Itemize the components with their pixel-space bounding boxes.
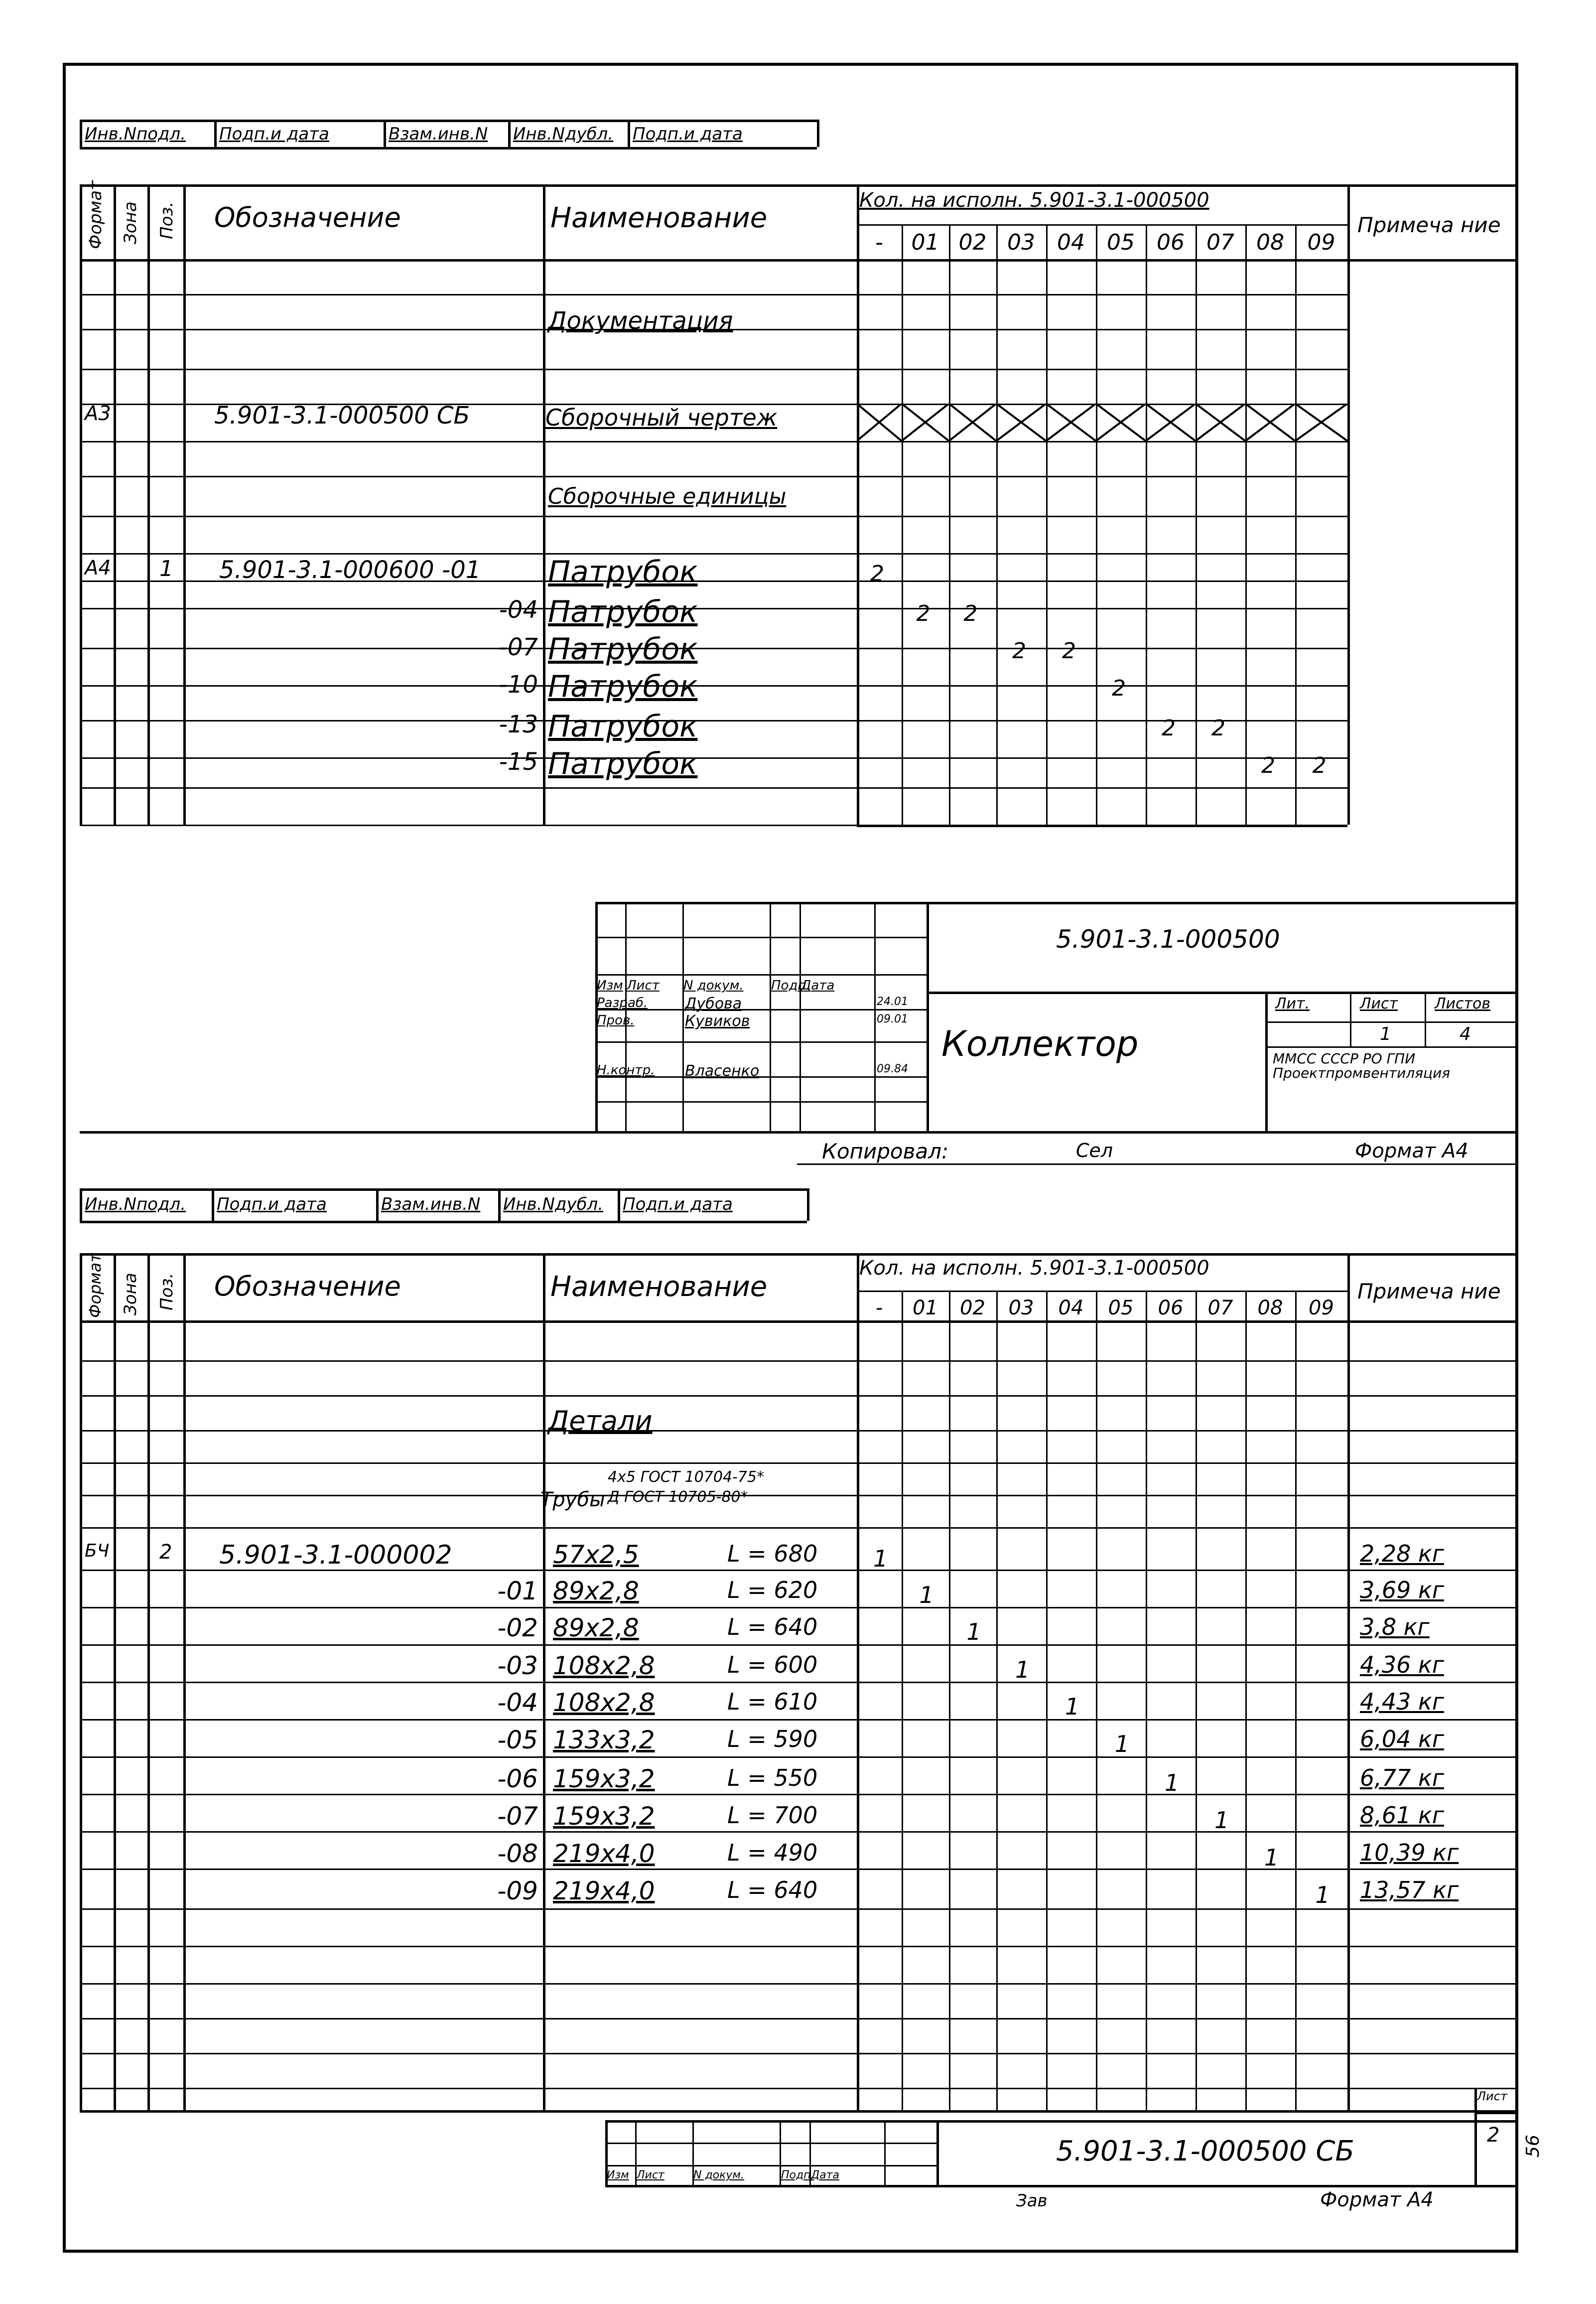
page-stamp: 56 — [1523, 2135, 1543, 2158]
header-qty-column: 05 — [1108, 1296, 1134, 1319]
header-note: Примеча ние — [1357, 1279, 1501, 1303]
header-qty-column: 07 — [1207, 1296, 1233, 1319]
titleblock-row — [595, 937, 927, 938]
table-row-rule — [80, 553, 1347, 555]
qty-column-rule — [902, 1291, 903, 2110]
archive-strip-label: Подп.и дата — [623, 1194, 733, 1214]
header-qty-column: 06 — [1157, 230, 1185, 255]
titleblock-row — [595, 1041, 927, 1043]
detail-weight: 8,61 кг — [1360, 1802, 1444, 1829]
qty-value: 2 — [916, 601, 931, 626]
archive-strip-label: Подп.и дата — [633, 124, 743, 144]
titleblock-col — [1265, 992, 1268, 1131]
header-qty-column: 07 — [1206, 230, 1234, 255]
titleblock-mid-rule — [927, 992, 1518, 994]
archive-strip-label: Подп.и дата — [219, 124, 329, 144]
titleblock-title: Коллектор — [941, 1023, 1139, 1064]
qty-column-rule — [1146, 224, 1147, 825]
qty-column-rule — [1046, 224, 1048, 825]
table-bottom-rule — [857, 825, 1347, 827]
qty-subheader-rule — [857, 224, 1347, 226]
qty-column-rule — [1096, 224, 1097, 825]
table-top-rule — [80, 184, 1518, 187]
titleblock-bottom — [80, 1131, 1518, 1134]
qty-value: 1 — [1214, 1807, 1229, 1834]
detail-length: L = 610 — [727, 1688, 818, 1715]
detail-length: L = 640 — [727, 1613, 818, 1640]
assembly-designation: -07 — [499, 633, 538, 661]
doc-row-designation: 5.901-3.1-000500 СБ — [214, 402, 470, 430]
qty-column-rule — [949, 224, 950, 825]
table-row-rule — [80, 2053, 1518, 2054]
detail-length: L = 600 — [727, 1651, 818, 1678]
qty-column-rule — [996, 224, 998, 825]
header-bottom-rule — [80, 1320, 1518, 1323]
archive-strip-bottom — [80, 1221, 807, 1223]
header-qty-column: 02 — [960, 1296, 985, 1319]
archive-strip-divider — [80, 120, 82, 147]
header-qty-column: 04 — [1058, 1296, 1084, 1319]
detail-designation: -05 — [497, 1726, 538, 1754]
table-row-rule — [80, 1756, 1518, 1758]
detail-weight: 13,57 кг — [1360, 1876, 1459, 1903]
header-qty-column: 08 — [1257, 1296, 1283, 1319]
assembly-designation: -10 — [499, 671, 538, 699]
titleblock-col-header: N докум. — [693, 2169, 745, 2181]
table-row-rule — [80, 1395, 1518, 1397]
table-row-rule — [80, 476, 1347, 477]
detail-size: 89х2,8 — [553, 1613, 639, 1642]
qty-column-rule — [902, 224, 903, 825]
header-zone: Зона — [121, 201, 140, 244]
table-row-rule — [80, 720, 1347, 721]
header-qty-column: 06 — [1158, 1296, 1184, 1319]
detail-designation: -01 — [497, 1577, 538, 1605]
table-row-rule — [80, 1495, 1518, 1496]
titleblock-top — [595, 902, 1518, 904]
table-row-rule — [80, 1607, 1518, 1608]
detail-weight: 6,77 кг — [1360, 1764, 1444, 1791]
table-row-rule — [80, 1644, 1518, 1646]
qty-value: 2 — [1261, 753, 1275, 778]
table-row-rule — [80, 1360, 1518, 1362]
table-row-rule — [80, 2088, 1518, 2089]
pipes-standard-2: Д ГОСТ 10705-80* — [608, 1488, 748, 1506]
outer-frame — [63, 63, 1518, 2253]
doc-row-format: А3 — [85, 402, 111, 425]
detail-weight: 6,04 кг — [1360, 1726, 1444, 1752]
sheets-value: 4 — [1460, 1024, 1471, 1044]
header-name: Наименование — [550, 202, 768, 234]
assembly-name: Патрубок — [548, 555, 698, 589]
titleblock-col — [682, 902, 684, 1131]
table-row-rule — [80, 1908, 1518, 1910]
qty-value: 2 — [963, 601, 978, 626]
qty-value: 1 — [1165, 1769, 1180, 1796]
lit-label: Лит. — [1275, 995, 1310, 1012]
titleblock-col-header: Лист — [637, 2169, 665, 2181]
qty-column-rule — [1196, 1291, 1197, 2110]
table-row-rule — [80, 1682, 1518, 1683]
detail-size: 159х3,2 — [553, 1802, 655, 1831]
detail-size: 108х2,8 — [553, 1688, 655, 1717]
detail-length: L = 550 — [727, 1764, 818, 1791]
header-format: Формат — [86, 1253, 105, 1318]
staff-role: Разраб. — [597, 996, 648, 1010]
qty-value: 1 — [1115, 1730, 1130, 1757]
qty-column-rule — [1295, 1291, 1297, 2110]
detail-weight: 10,39 кг — [1360, 1839, 1459, 1866]
titleblock-row — [595, 974, 927, 976]
assembly-name: Патрубок — [548, 594, 698, 629]
pipes-label: Трубы — [540, 1488, 605, 1511]
staff-date: 24.01 — [877, 996, 908, 1008]
header-qty-column: 08 — [1256, 230, 1284, 255]
table-row-rule — [80, 1430, 1518, 1432]
header-bottom-rule — [80, 259, 1518, 262]
qty-value: 2 — [1012, 638, 1026, 664]
archive-strip-label: Инв.Nподл. — [85, 1194, 186, 1214]
header-qty-column: 02 — [958, 230, 987, 255]
sheet-value: 1 — [1380, 1024, 1391, 1044]
header-name: Наименование — [550, 1271, 768, 1303]
staff-name: Дубова — [685, 995, 742, 1012]
header-qty-column: - — [875, 1296, 883, 1319]
detail-length: L = 680 — [727, 1540, 818, 1567]
detail-weight: 3,8 кг — [1360, 1613, 1430, 1640]
copied-signature: Сел — [1076, 1140, 1113, 1161]
header-qty-column: 03 — [1008, 1296, 1034, 1319]
titleblock-row — [605, 2143, 936, 2144]
table-row-rule — [80, 1869, 1518, 1870]
header-qty-column: - — [875, 230, 883, 255]
table-row-rule — [80, 294, 1347, 295]
detail-designation: -07 — [497, 1802, 538, 1831]
staff-name: Кувиков — [685, 1012, 750, 1030]
staff-role: Н.контр. — [597, 1063, 655, 1078]
copied-label: Копировал: — [822, 1139, 949, 1163]
qty-value: 1 — [1264, 1844, 1279, 1871]
titleblock-doc-number: 5.901-3.1-000500 СБ — [1056, 2135, 1354, 2167]
table-row-rule — [80, 1946, 1518, 1947]
detail-length: L = 640 — [727, 1876, 818, 1903]
titleblock-col-header: Лист — [627, 978, 660, 993]
table-top-rule — [80, 1253, 1518, 1256]
staff-name: Власенко — [685, 1062, 760, 1080]
table-row-rule — [80, 1831, 1518, 1833]
table-row-rule — [80, 369, 1347, 370]
titleblock-row — [605, 2165, 936, 2166]
assembly-name: Патрубок — [548, 669, 698, 704]
archive-strip-label: Инв.Nподл. — [85, 124, 186, 144]
assembly-designation: -13 — [499, 711, 538, 738]
qty-value: 1 — [1065, 1693, 1080, 1720]
archive-strip-label: Инв.Nдубл. — [513, 124, 614, 144]
detail-size: 108х2,8 — [553, 1651, 655, 1680]
titleblock-col — [1350, 992, 1351, 1046]
assembly-designation: 5.901-3.1-000600 -01 — [219, 556, 481, 584]
archive-strip-divider — [80, 1188, 82, 1221]
archive-strip-divider — [498, 1188, 501, 1221]
titleblock-col-header: N докум. — [683, 978, 744, 993]
column-rule — [543, 184, 545, 825]
sheet-label: Лист — [1360, 995, 1398, 1012]
table-row-rule — [80, 608, 1347, 609]
detail-size: 159х3,2 — [553, 1764, 655, 1793]
not-applicable-crosses — [857, 404, 1347, 441]
assembly-name: Патрубок — [548, 709, 698, 744]
detail-size: 219х4,0 — [553, 1839, 655, 1868]
archive-strip-label: Инв.Nдубл. — [503, 1194, 604, 1214]
titleblock-divider — [927, 902, 929, 1131]
qty-column-rule — [1046, 1291, 1048, 2110]
header-qty-column: 09 — [1309, 1296, 1334, 1319]
staff-date: 09.01 — [877, 1013, 908, 1025]
sheet-value: 2 — [1487, 2124, 1500, 2147]
qty-column-rule — [1096, 1291, 1097, 2110]
format-label: Формат А4 — [1355, 1140, 1468, 1162]
table-row-rule — [80, 1527, 1518, 1529]
titleblock-row — [1265, 1046, 1518, 1048]
section-assemblies: Сборочные единицы — [548, 484, 787, 509]
header-qty-column: 03 — [1007, 230, 1035, 255]
assembly-pos: 1 — [159, 556, 173, 581]
qty-subheader-rule — [857, 1291, 1347, 1292]
table-row-rule — [80, 441, 1347, 442]
titleblock-col — [874, 902, 876, 1131]
archive-strip-divider — [376, 1188, 379, 1221]
pipes-standard-1: 4х5 ГОСТ 10704-75* — [608, 1468, 765, 1486]
detail-weight: 3,69 кг — [1360, 1577, 1444, 1603]
table-row-rule — [80, 1794, 1518, 1795]
detail-format: БЧ — [85, 1541, 110, 1561]
section-documentation: Документация — [548, 307, 733, 335]
column-rule — [857, 184, 859, 825]
titleblock-row — [1265, 1021, 1518, 1023]
archive-strip-bottom — [80, 147, 817, 149]
column-rule — [80, 184, 82, 825]
header-qty-column: 01 — [911, 230, 939, 255]
table-row-rule — [80, 1719, 1518, 1721]
qty-value: 1 — [1015, 1656, 1030, 1683]
detail-length: L = 700 — [727, 1802, 818, 1829]
detail-size: 133х3,2 — [553, 1726, 655, 1754]
qty-value: 2 — [1112, 676, 1126, 701]
titleblock-col-header: Подп. — [781, 2169, 814, 2181]
format-label: Формат А4 — [1320, 2188, 1434, 2211]
header-qty-column: 05 — [1107, 230, 1135, 255]
titleblock-bottom — [605, 2185, 1518, 2187]
assembly-name: Патрубок — [548, 746, 698, 781]
table-row-rule — [80, 685, 1347, 687]
titleblock-col — [770, 902, 771, 1131]
titleblock-col — [884, 2120, 886, 2185]
header-qty-column: 09 — [1307, 230, 1335, 255]
qty-column-rule — [1295, 224, 1297, 825]
qty-column-rule — [1245, 224, 1247, 825]
detail-designation: -06 — [497, 1764, 538, 1793]
detail-size: 219х4,0 — [553, 1876, 655, 1905]
qty-column-rule — [949, 1291, 950, 2110]
archive-strip-divider — [807, 1188, 809, 1221]
detail-designation: -04 — [497, 1688, 538, 1717]
column-rule — [1347, 184, 1350, 825]
qty-value: 2 — [1312, 753, 1327, 778]
detail-size: 57х2,5 — [553, 1540, 639, 1569]
detail-designation: 5.901-3.1-000002 — [219, 1540, 452, 1570]
qty-value: 2 — [870, 561, 884, 586]
qty-value: 2 — [1211, 716, 1225, 741]
detail-weight: 4,36 кг — [1360, 1651, 1444, 1678]
titleblock-col — [1425, 992, 1426, 1046]
section-details: Детали — [548, 1405, 653, 1437]
qty-value: 1 — [919, 1582, 934, 1608]
header-pos: Поз. — [157, 201, 177, 239]
detail-weight: 4,43 кг — [1360, 1688, 1444, 1715]
column-rule — [183, 184, 186, 825]
qty-column-rule — [1196, 224, 1197, 825]
titleblock-col-header: Изм — [607, 2169, 629, 2181]
header-qty-title: Кол. на исполн. 5.901-3.1-000500 — [859, 1257, 1209, 1280]
titleblock-row — [1474, 2113, 1518, 2114]
archive-strip-top — [80, 1188, 807, 1191]
detail-designation: -08 — [497, 1839, 538, 1868]
detail-pos: 2 — [159, 1541, 172, 1564]
detail-length: L = 490 — [727, 1839, 818, 1866]
doc-row-name: Сборочный чертеж — [545, 404, 778, 431]
sheets-label: Листов — [1435, 995, 1491, 1012]
column-rule — [114, 184, 116, 825]
header-note: Примеча ние — [1357, 213, 1501, 237]
table-row-rule — [80, 648, 1347, 649]
assembly-designation: -04 — [499, 596, 538, 624]
header-qty-column: 04 — [1057, 230, 1085, 255]
header-qty-title: Кол. на исполн. 5.901-3.1-000500 — [859, 189, 1209, 212]
header-qty-column: 01 — [913, 1296, 938, 1319]
archive-strip-divider — [618, 1188, 620, 1221]
header-pos: Поз. — [157, 1273, 177, 1310]
detail-weight: 2,28 кг — [1360, 1540, 1444, 1567]
staff-role: Пров. — [597, 1013, 635, 1028]
assembly-designation: -15 — [499, 748, 538, 776]
archive-strip-top — [80, 120, 817, 122]
staff-date: 09.84 — [877, 1063, 908, 1075]
table-row-rule — [80, 1983, 1518, 1985]
titleblock-col — [799, 902, 801, 1131]
assembly-format: А4 — [85, 557, 111, 579]
archive-strip-divider — [214, 120, 217, 147]
titleblock-org: ММСС СССР РО ГПИ Проектпромвентиляция — [1273, 1050, 1451, 1082]
archive-strip-divider — [628, 120, 630, 147]
qty-value: 2 — [1162, 716, 1176, 741]
table-row-rule — [80, 516, 1347, 517]
qty-value: 1 — [873, 1545, 888, 1572]
detail-designation: -03 — [497, 1651, 538, 1680]
archive-strip-divider — [212, 1188, 214, 1221]
table-row-rule — [80, 1462, 1518, 1464]
header-designation: Обозначение — [214, 1271, 401, 1302]
qty-value: 1 — [1315, 1881, 1330, 1908]
qty-value: 1 — [966, 1618, 981, 1645]
archive-strip-divider — [817, 120, 819, 147]
column-rule — [147, 184, 150, 825]
header-designation: Обозначение — [214, 202, 401, 233]
titleblock-doc-number: 5.901-3.1-000500 — [1056, 925, 1280, 954]
table-bottom-rule — [543, 2110, 1518, 2113]
archive-strip-divider — [508, 120, 511, 147]
header-format: Формат — [86, 180, 106, 249]
table-row-rule — [80, 757, 1347, 759]
detail-length: L = 590 — [727, 1726, 818, 1752]
assembly-name: Патрубок — [548, 632, 698, 667]
qty-value: 2 — [1062, 638, 1076, 664]
qty-column-rule — [1146, 1291, 1147, 2110]
copied-label: Зав — [1016, 2191, 1048, 2211]
qty-column-rule — [996, 1291, 998, 2110]
sheet-footer-rule — [797, 1163, 1518, 1165]
detail-designation: -02 — [497, 1613, 538, 1642]
titleblock-col-header: Подп. — [771, 978, 810, 993]
archive-strip-label: Взам.инв.N — [381, 1194, 481, 1214]
titleblock-top — [605, 2120, 1518, 2123]
detail-length: L = 620 — [727, 1577, 818, 1603]
titleblock-col-header: Изм — [597, 978, 623, 993]
titleblock-row — [595, 1101, 927, 1103]
table-row-rule — [80, 787, 1347, 789]
detail-designation: -09 — [497, 1876, 538, 1905]
archive-strip-divider — [384, 120, 386, 147]
archive-strip-label: Подп.и дата — [217, 1194, 327, 1214]
detail-size: 89х2,8 — [553, 1577, 639, 1605]
table-row-rule — [80, 2018, 1518, 2019]
archive-strip-label: Взам.инв.N — [389, 124, 488, 144]
titleblock-col-header: Дата — [811, 2169, 839, 2181]
qty-column-rule — [1245, 1291, 1247, 2110]
titleblock-col-header: Дата — [801, 978, 835, 993]
header-zone: Зона — [121, 1273, 140, 1315]
sheet-label: Лист — [1477, 2089, 1507, 2103]
titleblock-divider — [936, 2120, 939, 2185]
